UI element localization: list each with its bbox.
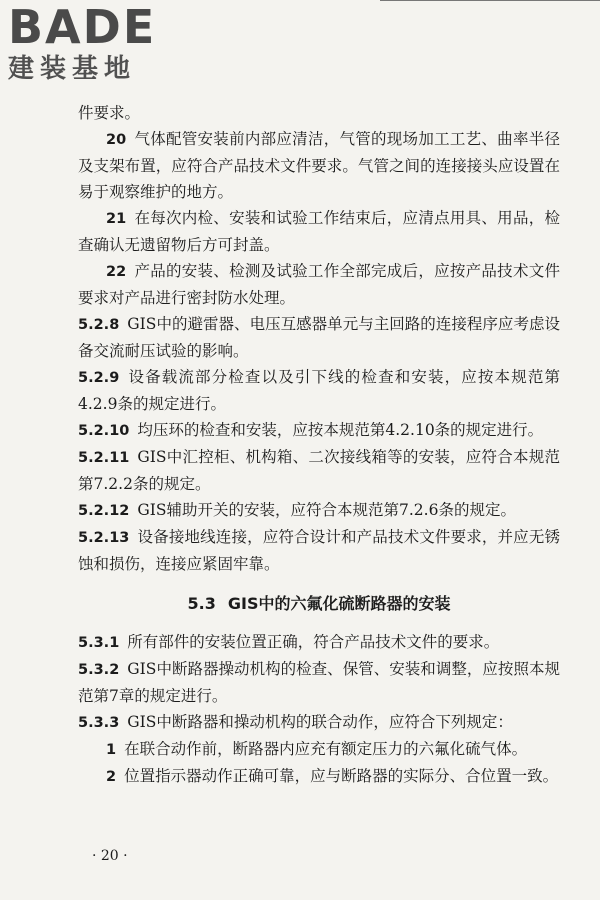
- paragraph-number: 5.3.1: [78, 635, 120, 651]
- paragraph-text: GIS中断路器和操动机构的联合动作，应符合下列规定：: [127, 713, 513, 731]
- paragraph-text: 气体配管安装前内部应清洁，气管的现场加工工艺、曲率半径及支架布置，应符合产品技术文件要求。气管之间的连接接头应设置在易于观察维护的地方。: [78, 130, 560, 201]
- watermark-logo: [8, 0, 157, 84]
- paragraph-text: 位置指示器动作正确可靠，应与断路器的实际分、合位置一致。: [124, 767, 559, 785]
- paragraph-number: 5.2.10: [78, 423, 130, 439]
- page-body: [78, 100, 560, 790]
- paragraph-text: GIS中的避雷器、电压互感器单元与主回路的连接程序应考虑设备交流耐压试验的影响。: [78, 315, 560, 360]
- clause-paragraph: [78, 497, 560, 524]
- clauses-5-2: [78, 100, 560, 577]
- paragraph-number: 5.3.3: [78, 715, 120, 731]
- paragraph-text: GIS中汇控柜、机构箱、二次接线箱等的安装，应符合本规范第7.2.2条的规定。: [78, 448, 560, 493]
- page-number: · 20 ·: [92, 848, 128, 864]
- paragraph-number: 5.2.13: [78, 530, 130, 546]
- paragraph-text: 产品的安装、检测及试验工作全部完成后，应按产品技术文件要求对产品进行密封防水处理。: [78, 262, 560, 307]
- numbered-item: [78, 258, 560, 311]
- section-title: GIS中的六氟化硫断路器的安装: [227, 594, 451, 613]
- logo-subtitle: 建装基地: [8, 54, 137, 84]
- paragraph-number: 21: [106, 211, 127, 227]
- continuation-text: [78, 100, 560, 126]
- clause-paragraph: [78, 656, 560, 709]
- paragraph-number: 1: [106, 742, 117, 758]
- logo-text: BADE: [8, 0, 157, 54]
- clause-paragraph: [78, 524, 560, 577]
- section-number: 5.3: [187, 594, 216, 613]
- paragraph-text: 所有部件的安装位置正确，符合产品技术文件的要求。: [127, 633, 500, 651]
- section-heading: [78, 591, 560, 617]
- paragraph-number: 5.2.12: [78, 503, 130, 519]
- clause-paragraph: [78, 311, 560, 364]
- clauses-5-3: [78, 629, 560, 790]
- paragraph-number: 20: [106, 132, 127, 148]
- paragraph-text: 设备接地线连接，应符合设计和产品技术文件要求，并应无锈蚀和损伤，连接应紧固牢靠。: [78, 528, 560, 573]
- paragraph-text: GIS中断路器操动机构的检查、保管、安装和调整，应按照本规范第7章的规定进行。: [78, 660, 560, 705]
- header-rule: [380, 0, 600, 1]
- clause-paragraph: [78, 364, 560, 417]
- paragraph-number: 5.2.8: [78, 317, 120, 333]
- paragraph-number: 2: [106, 769, 117, 785]
- clause-paragraph: [78, 629, 560, 656]
- paragraph-text: 件要求。: [78, 104, 141, 122]
- paragraph-number: 5.3.2: [78, 662, 120, 678]
- numbered-item: [78, 736, 560, 763]
- numbered-item: [78, 126, 560, 205]
- paragraph-number: 22: [106, 264, 127, 280]
- paragraph-text: 均压环的检查和安装，应按本规范第4.2.10条的规定进行。: [137, 421, 544, 439]
- paragraph-number: 5.2.9: [78, 370, 120, 386]
- paragraph-text: 在每次内检、安装和试验工作结束后，应清点用具、用品，检查确认无遗留物后方可封盖。: [78, 209, 560, 254]
- clause-paragraph: [78, 709, 560, 736]
- paragraph-text: GIS辅助开关的安装，应符合本规范第7.2.6条的规定。: [137, 501, 516, 519]
- clause-paragraph: [78, 444, 560, 497]
- numbered-item: [78, 205, 560, 258]
- clause-paragraph: [78, 417, 560, 444]
- paragraph-text: 在联合动作前，断路器内应充有额定压力的六氟化硫气体。: [124, 740, 528, 758]
- paragraph-number: 5.2.11: [78, 450, 130, 466]
- paragraph-text: 设备载流部分检查以及引下线的检查和安装，应按本规范第4.2.9条的规定进行。: [78, 368, 560, 413]
- numbered-item: [78, 763, 560, 790]
